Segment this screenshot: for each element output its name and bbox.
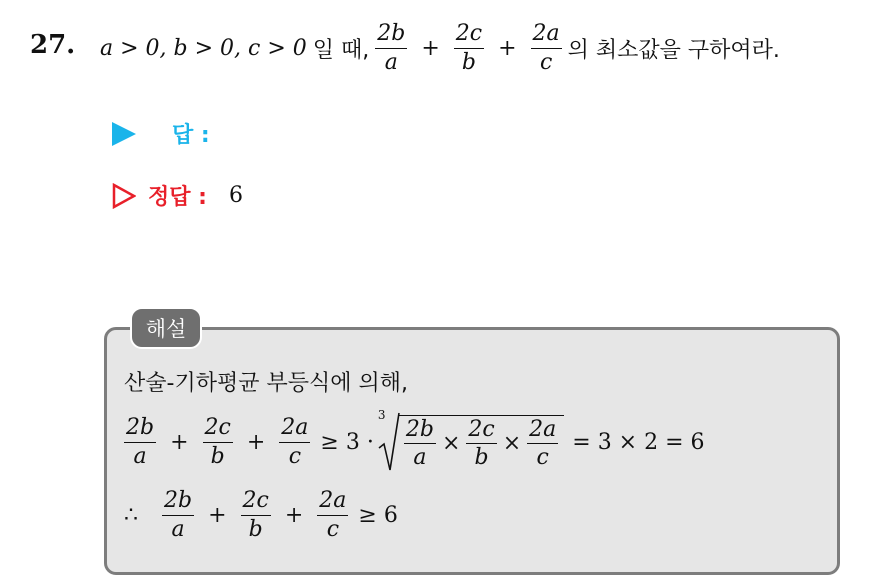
plus-sign: + xyxy=(498,35,517,61)
question-ask: 의 최소값을 구하여라. xyxy=(567,37,780,63)
fraction-2a-over-c: $\frac{2a}{c}$ xyxy=(529,416,557,470)
plus-sign: + xyxy=(208,502,227,528)
correct-answer-value: 6 xyxy=(228,183,243,208)
question-number: 27. xyxy=(30,30,76,60)
correct-answer-row xyxy=(112,180,243,211)
result-text: = 3 × 2 = 6 xyxy=(572,429,705,455)
times-sign: × xyxy=(502,431,522,456)
final-inequality: ≥ 6 xyxy=(358,502,398,528)
correct-answer-label: 정답 : xyxy=(148,185,207,210)
play-outline-icon xyxy=(112,183,136,209)
fraction-2c-over-b: $\frac{2c}{b}$ xyxy=(468,416,495,470)
fraction-2c-over-b: $\frac{2c}{b}$ xyxy=(204,415,231,469)
plus-sign: + xyxy=(246,429,266,455)
solution-line-2 xyxy=(124,410,705,474)
question-text xyxy=(100,18,780,78)
solution-line-1: 산술-기하평균 부등식에 의해, xyxy=(124,371,408,396)
solution-tab: 해설 xyxy=(130,307,202,349)
answer-row xyxy=(112,118,210,149)
fraction-2a-over-c: $\frac{2a}{c}$ xyxy=(281,415,309,469)
fraction-2a-over-c: $\frac{2a}{c}$ xyxy=(532,21,560,75)
plus-sign: + xyxy=(421,35,440,61)
play-filled-icon xyxy=(112,122,136,146)
answer-label: 답 : xyxy=(172,123,210,148)
fraction-2b-over-a: $\frac{2b}{a}$ xyxy=(164,488,193,542)
ge-three-dot: ≥ 3 · xyxy=(320,429,374,455)
times-sign: × xyxy=(441,431,461,456)
plus-sign: + xyxy=(284,502,304,528)
plus-sign: + xyxy=(170,429,189,455)
fraction-2b-over-a: $\frac{2b}{a}$ xyxy=(377,21,406,75)
root-index: 3 xyxy=(377,408,386,422)
condition-suffix: 일 때, xyxy=(312,37,370,63)
fraction-2b-over-a: $\frac{2b}{a}$ xyxy=(126,415,155,469)
solution-line-3 xyxy=(124,484,398,546)
root-body xyxy=(398,415,564,469)
condition-text: a > 0, b > 0, c > 0 xyxy=(100,35,307,61)
fraction-2b-over-a: $\frac{2b}{a}$ xyxy=(405,416,434,470)
fraction-2c-over-b: $\frac{2c}{b}$ xyxy=(455,21,483,75)
cube-root xyxy=(377,408,564,472)
therefore-symbol: ∴ xyxy=(124,502,138,528)
fraction-2a-over-c: $\frac{2a}{c}$ xyxy=(319,488,347,542)
fraction-2c-over-b: $\frac{2c}{b}$ xyxy=(242,488,269,542)
